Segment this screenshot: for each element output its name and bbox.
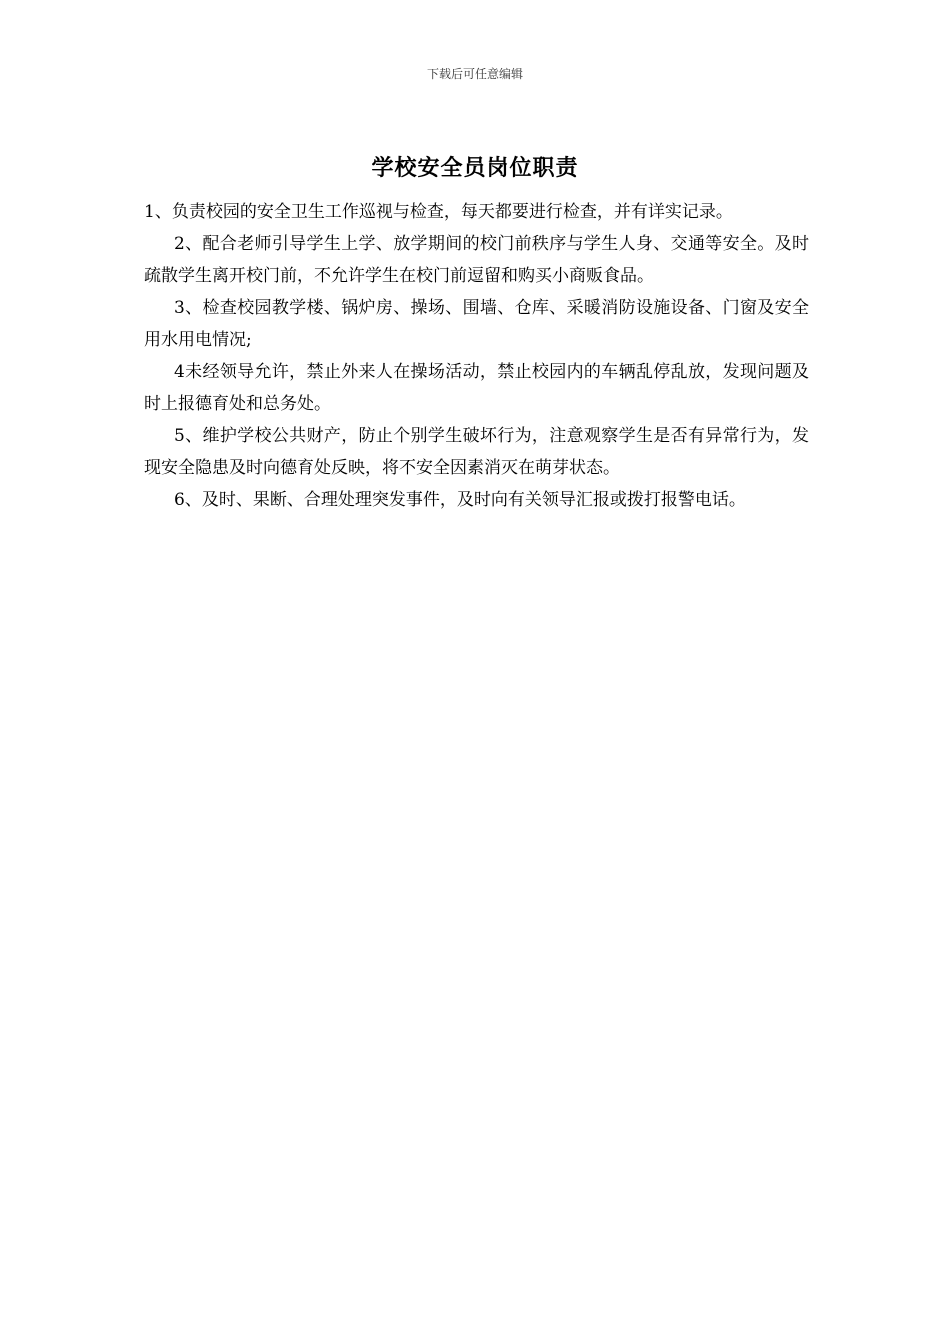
document-title: 学校安全员岗位职责 — [371, 155, 579, 181]
header-note: 下载后可任意编辑 — [426, 67, 523, 81]
paragraph-6: 6、及时、果断、合理处理突发事件，及时向有关领导汇报或拨打报警电话。 — [174, 490, 746, 510]
paragraph-3: 3、检查校园教学楼、锅炉房、操场、围墙、仓库、采暖消防设施设备、门窗及安全用水用电情况; — [144, 298, 809, 350]
paragraph-1: 1、负责校园的安全卫生工作巡视与检查，每天都要进行检查，并有详实记录。 — [144, 202, 733, 222]
paragraph-4: 4未经领导允许，禁止外来人在操场活动，禁止校园内的车辆乱停乱放，发现问题及时上报德育处和总务处。 — [144, 362, 809, 414]
document-body — [144, 196, 809, 516]
paragraph-5: 5、维护学校公共财产，防止个别学生破坏行为，注意观察学生是否有异常行为，发现安全隐患及时向德育处反映，将不安全因素消灭在萌芽状态。 — [144, 426, 809, 478]
paragraph-2: 2、配合老师引导学生上学、放学期间的校门前秩序与学生人身、交通等安全。及时疏散学生离开校门前，不允许学生在校门前逗留和购买小商贩食品。 — [144, 234, 809, 286]
